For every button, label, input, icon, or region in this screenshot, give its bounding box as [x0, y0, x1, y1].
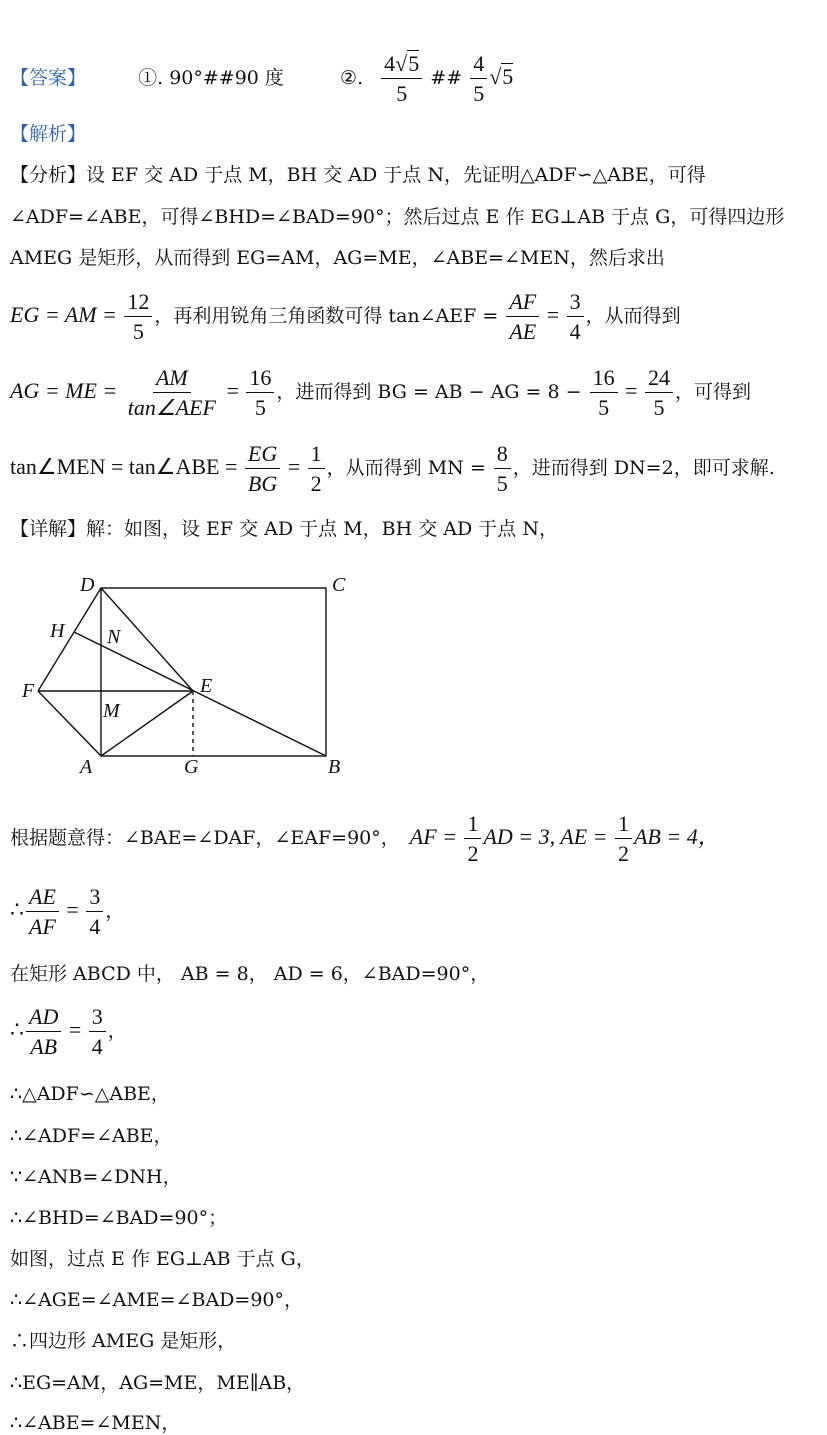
- step-2-eq: =: [60, 897, 85, 923]
- fenxi-l4-num3: 3: [567, 290, 584, 317]
- step-2-num2: 3: [86, 885, 103, 912]
- step-2-den: AF: [29, 914, 56, 940]
- fenxi-l5-b: ，进而得到 BG = AB − AG = 8 −: [276, 381, 588, 404]
- step-1-num2: 1: [615, 812, 632, 839]
- step-9: 如图，过点 E 作 EG⊥AB 于点 G，: [10, 1248, 315, 1270]
- fenxi-l4-c: ，从而得到: [585, 305, 681, 328]
- fenxi-line-2: ∠ADF=∠ABE，可得∠BHD=∠BAD=90°；然后过点 E 作 EG⊥AB 于点 G，可得四边形: [10, 206, 785, 228]
- fenxi-l4-num2: AF: [506, 290, 539, 317]
- fenxi-l5-eq: =: [220, 378, 245, 404]
- frac-3-4: [567, 290, 584, 344]
- answer-2b-den: 5: [473, 81, 485, 107]
- step-8: ∴∠BHD=∠BAD=90°；: [10, 1207, 228, 1229]
- fenxi-l4-den2: AE: [509, 319, 537, 345]
- fenxi-l4-den: 5: [132, 319, 144, 345]
- step-6: ∴∠ADF=∠ABE，: [10, 1125, 173, 1147]
- frac-3-4-c: [89, 1005, 106, 1059]
- label-m: M: [103, 700, 120, 722]
- frac-ad-ab: [26, 1005, 61, 1059]
- step-10: ∴∠AGE=∠AME=∠BAD=90°，: [10, 1289, 304, 1311]
- fenxi-l4-eq: =: [541, 302, 565, 328]
- fenxi-l6-c: ，进而得到 DN=2，即可求解.: [512, 457, 775, 480]
- fenxi-l5-num2: 16: [246, 366, 274, 393]
- fenxi-l6-a: tan∠MEN = tan∠ABE =: [10, 454, 243, 480]
- step-11: ∴四边形 AMEG 是矩形，: [10, 1330, 237, 1352]
- step-4-b: ，: [107, 1020, 127, 1043]
- fenxi-l6-den: BG: [247, 471, 278, 497]
- answer-1-text: . 90°##90 度: [157, 67, 284, 90]
- fenxi-l5-den: tan∠AEF: [127, 395, 216, 421]
- step-1-b: AF =: [409, 824, 463, 850]
- frac-12-5: [124, 290, 152, 344]
- fenxi-l5-num: AM: [153, 366, 191, 393]
- label-e: E: [200, 675, 213, 697]
- segment-fa: [38, 691, 101, 756]
- step-3: 在矩形 ABCD 中， AB = 8， AD = 6，∠BAD=90°，: [10, 963, 490, 985]
- answer-2b-num: 4: [470, 52, 487, 79]
- rectangle-abcd: [101, 588, 326, 756]
- fenxi-l4-den3: 4: [569, 319, 581, 345]
- fenxi-l5-a: AG = ME =: [10, 378, 123, 404]
- step-4-num2: 3: [89, 1005, 106, 1032]
- answer-2b-fraction: [470, 52, 487, 106]
- fenxi-l6-den2: 2: [310, 471, 322, 497]
- frac-half-2: [615, 812, 632, 866]
- label-f: F: [22, 680, 35, 702]
- answer-line: 【答案】 ①. 90°##90 度 ②. $\frac{4√5}{5}$ ## $\frac{4}{5}$ √5: [10, 51, 514, 107]
- fenxi-l5-num4: 24: [645, 366, 673, 393]
- label-g: G: [184, 756, 199, 778]
- xiangjie-tag: 【详解】: [10, 518, 87, 540]
- step-4-den2: 4: [91, 1034, 103, 1060]
- answer-2-dot: .: [357, 67, 364, 90]
- fenxi-l4-num: 12: [124, 290, 152, 317]
- step-12: ∴EG=AM，AG=ME，ME∥AB，: [10, 1372, 306, 1394]
- label-b: B: [328, 756, 341, 778]
- answer-sep: ##: [430, 67, 463, 90]
- step-1-den: 2: [467, 841, 479, 867]
- frac-16-5-b: [590, 366, 618, 420]
- step-2-b: ，: [105, 900, 125, 923]
- frac-24-5: [645, 366, 673, 420]
- frac-half-1: [464, 812, 481, 866]
- fenxi-l6-num2: 1: [308, 442, 325, 469]
- frac-am-tan: [125, 366, 219, 420]
- fenxi-l5-eq2: =: [619, 378, 643, 404]
- analysis-tag: 【解析】: [10, 123, 87, 145]
- geometry-figure: [10, 565, 370, 790]
- step-1-e: AB = 4，: [633, 824, 720, 850]
- fenxi-l5-den4: 5: [653, 395, 665, 421]
- step-1-a: 根据题意得：∠BAE=∠DAF，∠EAF=90°，: [10, 827, 400, 850]
- fenxi-l6-num3: 8: [494, 442, 511, 469]
- step-4-num: AD: [26, 1005, 61, 1032]
- frac-16-5: [246, 366, 274, 420]
- step-13: ∴∠ABE=∠MEN，: [10, 1412, 181, 1434]
- fenxi-l6-den3: 5: [496, 471, 508, 497]
- frac-1-2: [308, 442, 325, 496]
- step-4-eq: =: [63, 1017, 87, 1043]
- frac-af-ae: [506, 290, 539, 344]
- step-1: [10, 812, 720, 866]
- fenxi-l4-a: EG = AM =: [10, 302, 123, 328]
- label-n: N: [107, 626, 121, 648]
- frac-8-5: [494, 442, 511, 496]
- step-1-c: AD = 3, AE =: [483, 824, 613, 850]
- answer-1-circle: ①: [138, 67, 158, 90]
- label-a: A: [80, 756, 93, 778]
- step-1-den2: 2: [617, 841, 629, 867]
- step-4-a: ∴: [10, 1017, 24, 1043]
- answer-2-radicand: 5: [408, 51, 420, 76]
- segment-fd: [38, 588, 101, 691]
- fenxi-l6-eq: =: [282, 454, 306, 480]
- fenxi-l5-den2: 5: [254, 395, 266, 421]
- fenxi-line-6: [10, 442, 775, 496]
- xiangjie-text-1: 解：如图，设 EF 交 AD 于点 M，BH 交 AD 于点 N，: [86, 518, 558, 540]
- step-2-num: AE: [26, 885, 59, 912]
- frac-eg-bg: [245, 442, 280, 496]
- answer-2-den: 5: [396, 81, 408, 107]
- xiangjie-line-1: [10, 520, 558, 539]
- fenxi-tag: 【分析】: [10, 164, 87, 186]
- frac-ae-af: [26, 885, 59, 939]
- step-2: [10, 885, 124, 939]
- fenxi-line-5: [10, 366, 751, 420]
- fenxi-line-3: AMEG 是矩形，从而得到 EG=AM，AG=ME，∠ABE=∠MEN，然后求出: [10, 247, 665, 269]
- fenxi-l5-den3: 5: [598, 395, 610, 421]
- answer-2-fraction: $\frac{4√5}{5}$: [381, 52, 422, 106]
- step-2-den2: 4: [89, 914, 101, 940]
- step-1-num: 1: [464, 812, 481, 839]
- step-5: ∴△ADF∽△ABE，: [10, 1083, 170, 1105]
- answer-tag: 【答案】: [10, 67, 87, 90]
- step-4: [10, 1005, 127, 1059]
- step-4-den: AB: [30, 1034, 58, 1060]
- answer-2-circle: ②: [340, 67, 358, 90]
- fenxi-l5-c: ，可得到: [675, 381, 752, 404]
- frac-3-4-b: [86, 885, 103, 939]
- answer-2-num: 4: [384, 51, 396, 76]
- fenxi-l5-num3: 16: [590, 366, 618, 393]
- step-2-a: ∴: [10, 897, 24, 923]
- fenxi-l4-b: ，再利用锐角三角函数可得 tan∠AEF =: [154, 305, 505, 328]
- step-7: ∵∠ANB=∠DNH，: [10, 1166, 182, 1188]
- fenxi-l6-num: EG: [245, 442, 280, 469]
- label-h: H: [50, 620, 65, 642]
- answer-2b-radicand: 5: [502, 64, 514, 90]
- label-c: C: [332, 574, 346, 596]
- label-d: D: [80, 574, 95, 596]
- fenxi-line-4: [10, 290, 681, 344]
- fenxi-text-1: 设 EF 交 AD 于点 M，BH 交 AD 于点 N，先证明△ADF∽△ABE，可得: [86, 164, 706, 186]
- fenxi-l6-b: ，从而得到 MN =: [326, 457, 492, 480]
- fenxi-line-1: [10, 166, 706, 185]
